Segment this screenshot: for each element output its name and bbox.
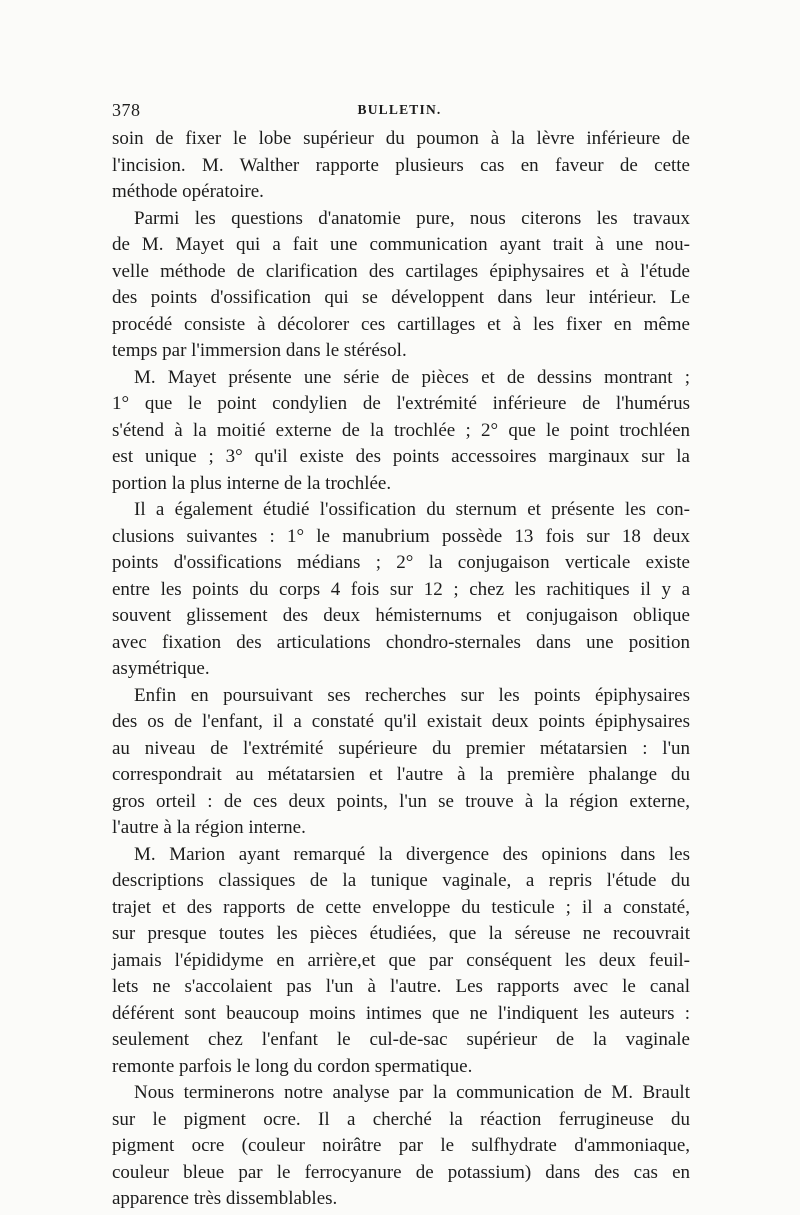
- text-line: jamais l'épididyme en arrière,et que par conséquent les deux feuil-: [112, 949, 690, 971]
- paragraph-1: [112, 126, 690, 206]
- text-line: de M. Mayet qui a fait une communication ayant trait à une nou-: [112, 234, 690, 255]
- text-line: méthode opératoire.: [112, 181, 264, 202]
- text-line: Parmi les questions d'anatomie pure, nous citerons les travaux: [134, 207, 690, 229]
- text-line: correspondrait au métatarsien et l'autre à la première phalange du: [112, 764, 690, 785]
- paragraph-4: [112, 497, 690, 683]
- text-line: Nous terminerons notre analyse par la communication de M. Brault: [134, 1082, 690, 1103]
- text-line: clusions suivantes : 1° le manubrium possède 13 fois sur 18 deux: [112, 525, 690, 547]
- body-text: [112, 126, 690, 1213]
- text-line: soin de fixer le lobe supérieur du poumon à la lèvre inférieure de: [112, 128, 690, 149]
- text-line: descriptions classiques de la tunique vaginale, a repris l'étude du: [112, 870, 690, 891]
- text-line: M. Marion ayant remarqué la divergence des opinions dans les: [134, 843, 690, 865]
- paragraph-6: [112, 842, 690, 1081]
- paragraph-2: [112, 206, 690, 365]
- text-line: entre les points du corps 4 fois sur 12 ; chez les rachitiques il y a: [112, 578, 690, 600]
- text-line: l'autre à la région interne.: [112, 817, 306, 838]
- text-line: avec fixation des articulations chondro-sternales dans une position: [112, 631, 690, 653]
- paragraph-3: [112, 365, 690, 498]
- text-line: des points d'ossification qui se développent dans leur intérieur. Le: [112, 287, 690, 308]
- text-line: remonte parfois le long du cordon spermatique.: [112, 1055, 473, 1077]
- text-line: s'étend à la moitié externe de la trochlée ; 2° que le point trochléen: [112, 419, 690, 441]
- text-line: couleur bleue par le ferrocyanure de potassium) dans des cas en: [112, 1161, 690, 1183]
- text-line: trajet et des rapports de cette enveloppe du testicule ; il a constaté,: [112, 896, 690, 918]
- text-line: Enfin en poursuivant ses recherches sur les points épiphysaires: [134, 684, 690, 706]
- text-line: velle méthode de clarification des cartilages épiphysaires et à l'étude: [112, 260, 690, 282]
- text-line: sur presque toutes les pièces étudiées, que la séreuse ne recouvrait: [112, 923, 690, 944]
- text-line: sur le pigment ocre. Il a cherché la réaction ferrugineuse du: [112, 1108, 690, 1130]
- text-line: pigment ocre (couleur noirâtre par le sulfhydrate d'ammoniaque,: [112, 1135, 690, 1156]
- text-line: souvent glissement des deux hémisternums et conjugaison oblique: [112, 605, 690, 626]
- text-line: points d'ossifications médians ; 2° la conjugaison verticale existe: [112, 552, 690, 573]
- text-line: temps par l'immersion dans le stérésol.: [112, 340, 407, 361]
- text-line: gros orteil : de ces deux points, l'un se trouve à la région externe,: [112, 790, 690, 812]
- running-head: BULLETIN.: [357, 102, 442, 117]
- text-line: des os de l'enfant, il a constaté qu'il existait deux points épiphysaires: [112, 711, 690, 732]
- text-line: Il a également étudié l'ossification du sternum et présente les con-: [134, 499, 690, 520]
- text-line: au niveau de l'extrémité supérieure du premier métatarsien : l'un: [112, 737, 690, 759]
- text-line: M. Mayet présente une série de pièces et de dessins montrant ;: [134, 366, 690, 388]
- text-line: procédé consiste à décolorer ces cartillages et à les fixer en même: [112, 313, 690, 335]
- page-header: [112, 100, 687, 122]
- text-line: est unique ; 3° qu'il existe des points accessoires marginaux sur la: [112, 446, 690, 467]
- text-line: apparence très dissemblables.: [112, 1188, 338, 1209]
- text-line: seulement chez l'enfant le cul-de-sac supérieur de la vaginale: [112, 1029, 690, 1050]
- text-line: 1° que le point condylien de l'extrémité inférieure de l'humérus: [112, 393, 690, 414]
- text-line: lets ne s'accolaient pas l'un à l'autre. Les rapports avec le canal: [112, 976, 690, 997]
- text-line: l'incision. M. Walther rapporte plusieurs cas en faveur de cette: [112, 154, 690, 176]
- paragraph-7: [112, 1080, 690, 1213]
- text-line: déférent sont beaucoup moins intimes que ne l'indiquent les auteurs :: [112, 1002, 690, 1024]
- page-number: 378: [112, 100, 141, 120]
- paragraph-5: [112, 683, 690, 842]
- text-line: portion la plus interne de la trochlée.: [112, 472, 392, 494]
- text-line: asymétrique.: [112, 658, 210, 679]
